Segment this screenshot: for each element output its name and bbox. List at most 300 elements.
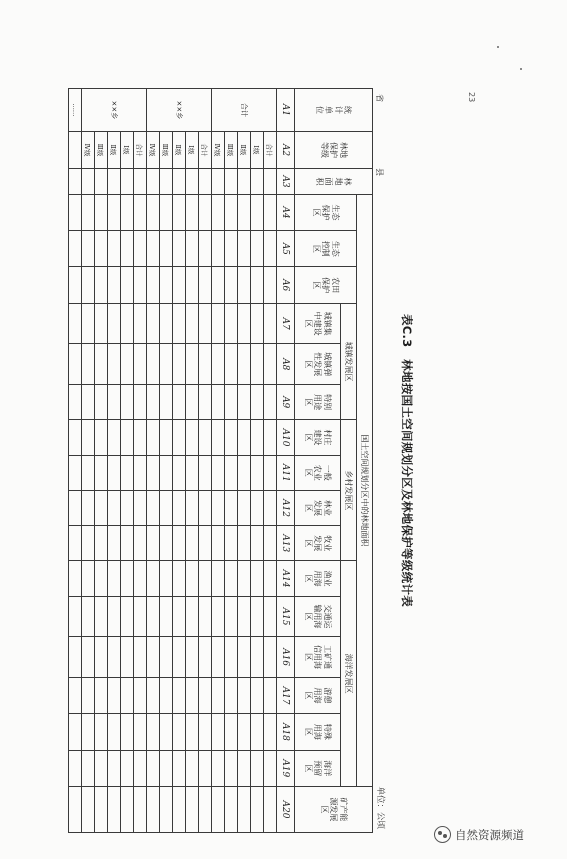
data-cell xyxy=(95,455,108,490)
data-cell xyxy=(134,714,147,750)
column-code: A19 xyxy=(277,750,295,786)
column-code-row xyxy=(277,89,295,833)
data-cell xyxy=(147,596,160,637)
data-cell xyxy=(264,750,277,786)
data-cell xyxy=(238,786,251,832)
header-line: 输用海 xyxy=(313,604,323,629)
header-label-A19 xyxy=(303,760,331,776)
header-line: 面 xyxy=(324,177,334,186)
data-cell xyxy=(95,169,108,195)
column-code: A6 xyxy=(277,267,295,303)
table-row xyxy=(95,89,108,833)
header-label-A15 xyxy=(303,604,331,628)
data-cell xyxy=(173,303,186,344)
column-code: A1 xyxy=(277,89,295,132)
data-cell xyxy=(121,420,134,455)
rotated-table-region xyxy=(71,88,421,833)
row-group-label: ××乡 xyxy=(147,89,212,132)
data-cell xyxy=(134,637,147,678)
data-cell xyxy=(225,169,238,195)
data-cell xyxy=(147,303,160,344)
data-cell xyxy=(173,455,186,490)
column-code: A13 xyxy=(277,526,295,561)
ellipsis-label: …… xyxy=(69,89,82,132)
data-cell xyxy=(134,231,147,267)
data-cell xyxy=(199,677,212,713)
data-cell xyxy=(199,344,212,385)
data-cell xyxy=(212,194,225,230)
data-cell xyxy=(186,786,199,832)
data-cell xyxy=(160,344,173,385)
data-cell xyxy=(225,194,238,230)
data-cell xyxy=(82,596,95,637)
data-cell xyxy=(251,231,264,267)
data-cell xyxy=(173,750,186,786)
header-line: 林业 xyxy=(322,499,332,516)
header-line: 计 xyxy=(333,105,343,114)
data-cell xyxy=(186,169,199,195)
data-cell xyxy=(212,750,225,786)
data-cell xyxy=(199,385,212,420)
header-A16 xyxy=(295,637,341,678)
header-line: 区 xyxy=(303,574,313,583)
data-cell xyxy=(173,677,186,713)
data-cell xyxy=(264,526,277,561)
data-cell xyxy=(238,526,251,561)
data-cell xyxy=(121,169,134,195)
data-cell xyxy=(199,169,212,195)
data-cell xyxy=(121,490,134,525)
data-cell xyxy=(251,786,264,832)
data-cell xyxy=(95,490,108,525)
header-line: 性发展 xyxy=(313,352,323,377)
header-A13 xyxy=(295,526,341,561)
data-cell xyxy=(82,169,95,195)
data-cell xyxy=(186,455,199,490)
data-cell xyxy=(186,194,199,230)
county-label: 县 xyxy=(375,168,384,176)
data-cell xyxy=(186,344,199,385)
data-cell xyxy=(199,303,212,344)
data-cell xyxy=(82,714,95,750)
data-cell xyxy=(225,596,238,637)
header-line: 区 xyxy=(303,691,313,700)
header-A11 xyxy=(295,455,341,490)
column-code: A2 xyxy=(277,131,295,168)
data-cell xyxy=(173,561,186,596)
data-cell xyxy=(147,267,160,303)
data-cell xyxy=(134,344,147,385)
data-cell xyxy=(251,267,264,303)
header-line: 保护 xyxy=(321,277,331,294)
data-cell xyxy=(69,267,82,303)
column-code: A10 xyxy=(277,420,295,455)
data-cell xyxy=(264,637,277,678)
data-cell xyxy=(121,561,134,596)
data-cell xyxy=(82,231,95,267)
table-row xyxy=(108,89,121,833)
data-cell xyxy=(82,677,95,713)
row-level-label: Ⅲ级 xyxy=(225,131,238,168)
data-cell xyxy=(95,714,108,750)
data-cell xyxy=(121,267,134,303)
data-cell xyxy=(225,714,238,750)
data-cell xyxy=(225,455,238,490)
header-line: 源发展 xyxy=(329,797,339,822)
row-level-label: 合计 xyxy=(199,131,212,168)
data-cell xyxy=(199,786,212,832)
header-group-marine: 海洋发展区 xyxy=(341,561,357,787)
data-cell xyxy=(212,344,225,385)
data-cell xyxy=(264,455,277,490)
data-cell xyxy=(225,267,238,303)
data-cell xyxy=(160,677,173,713)
header-line: 统 xyxy=(343,105,353,114)
column-code: A14 xyxy=(277,561,295,596)
data-cell xyxy=(95,677,108,713)
data-cell xyxy=(134,385,147,420)
data-cell xyxy=(238,169,251,195)
header-line: 区 xyxy=(303,539,313,548)
table-row xyxy=(199,89,212,833)
table-row xyxy=(121,89,134,833)
header-line: 区 xyxy=(303,764,313,773)
row-level-label: 合计 xyxy=(264,131,277,168)
data-cell xyxy=(108,561,121,596)
data-cell xyxy=(160,267,173,303)
data-cell xyxy=(212,596,225,637)
header-line: 林地 xyxy=(338,141,348,158)
data-cell xyxy=(238,455,251,490)
table-title: 表C.3 林地按国土空间规划分区及林地保护等级统计表 xyxy=(400,313,414,608)
data-cell xyxy=(147,526,160,561)
data-cell xyxy=(251,385,264,420)
data-cell xyxy=(147,786,160,832)
data-cell xyxy=(82,750,95,786)
header-A19 xyxy=(295,750,341,786)
header-line: 矿产能 xyxy=(338,797,348,822)
header-line: 区 xyxy=(303,433,313,442)
header-line: 区 xyxy=(311,244,321,253)
header-A1 xyxy=(295,89,373,132)
data-cell xyxy=(264,677,277,713)
data-cell xyxy=(95,596,108,637)
data-cell xyxy=(95,267,108,303)
data-cell xyxy=(69,455,82,490)
data-cell xyxy=(160,786,173,832)
table-header xyxy=(277,89,373,833)
data-cell xyxy=(238,194,251,230)
data-cell xyxy=(186,750,199,786)
data-cell xyxy=(69,169,82,195)
data-cell xyxy=(121,714,134,750)
data-cell xyxy=(147,169,160,195)
data-cell xyxy=(186,231,199,267)
data-cell xyxy=(69,385,82,420)
header-line: 工矿通 xyxy=(322,645,332,670)
data-cell xyxy=(160,561,173,596)
data-cell xyxy=(82,267,95,303)
header-label-A14 xyxy=(303,571,331,587)
row-level-label: 合计 xyxy=(134,131,147,168)
data-cell xyxy=(212,231,225,267)
data-cell xyxy=(108,750,121,786)
data-cell xyxy=(225,490,238,525)
row-level-label: Ⅲ级 xyxy=(160,131,173,168)
data-cell xyxy=(147,420,160,455)
data-cell xyxy=(108,344,121,385)
header-label-A9 xyxy=(303,394,331,410)
watermark-text: 自然资源频道 xyxy=(455,827,524,842)
header-label-A13 xyxy=(303,535,331,551)
header-A8 xyxy=(295,344,341,385)
data-cell xyxy=(212,714,225,750)
data-cell xyxy=(95,194,108,230)
data-cell xyxy=(82,561,95,596)
data-cell xyxy=(173,344,186,385)
data-cell xyxy=(108,420,121,455)
data-cell xyxy=(160,596,173,637)
data-cell xyxy=(82,455,95,490)
table-row xyxy=(82,89,95,833)
data-cell xyxy=(134,267,147,303)
data-cell xyxy=(251,526,264,561)
data-cell xyxy=(108,526,121,561)
data-cell xyxy=(225,420,238,455)
row-level-label: Ⅲ级 xyxy=(95,131,108,168)
table-row xyxy=(147,89,160,833)
data-cell xyxy=(264,490,277,525)
header-label-A16 xyxy=(303,645,331,669)
wechat-icon xyxy=(434,826,451,843)
header-line: 单 xyxy=(324,105,334,114)
data-cell xyxy=(238,677,251,713)
data-cell xyxy=(134,677,147,713)
header-line: 建设 xyxy=(313,429,323,446)
data-cell xyxy=(225,637,238,678)
data-cell xyxy=(69,344,82,385)
data-cell xyxy=(160,420,173,455)
column-code: A7 xyxy=(277,303,295,344)
data-cell xyxy=(173,194,186,230)
data-cell xyxy=(186,714,199,750)
table-row xyxy=(160,89,173,833)
header-line: 城镇弹 xyxy=(322,352,332,377)
statistics-table xyxy=(68,88,373,833)
header-line: 农业 xyxy=(313,464,323,481)
data-cell xyxy=(69,526,82,561)
data-cell xyxy=(121,677,134,713)
row-level-label: Ⅱ级 xyxy=(238,131,251,168)
data-cell xyxy=(82,303,95,344)
data-cell xyxy=(121,303,134,344)
data-cell xyxy=(160,750,173,786)
data-cell xyxy=(186,561,199,596)
data-cell xyxy=(69,231,82,267)
data-cell xyxy=(238,231,251,267)
data-cell xyxy=(225,677,238,713)
header-line: 海洋 xyxy=(322,760,332,777)
data-cell xyxy=(225,750,238,786)
data-cell xyxy=(212,455,225,490)
data-cell xyxy=(238,267,251,303)
column-code: A16 xyxy=(277,637,295,678)
data-cell xyxy=(147,714,160,750)
data-cell xyxy=(69,131,82,168)
table-row xyxy=(173,89,186,833)
data-cell xyxy=(186,385,199,420)
header-line: 渔业 xyxy=(322,570,332,587)
data-cell xyxy=(134,786,147,832)
header-line: 区 xyxy=(303,360,313,369)
data-cell xyxy=(134,420,147,455)
data-cell xyxy=(186,490,199,525)
header-label-A18 xyxy=(303,724,331,740)
header-line: 发展 xyxy=(313,535,323,552)
data-cell xyxy=(121,385,134,420)
column-code: A18 xyxy=(277,714,295,750)
data-cell xyxy=(160,169,173,195)
data-cell xyxy=(108,385,121,420)
data-cell xyxy=(121,194,134,230)
data-cell xyxy=(264,344,277,385)
data-cell xyxy=(251,637,264,678)
header-line: 中建设 xyxy=(313,311,323,336)
data-cell xyxy=(108,169,121,195)
header-label-A3 xyxy=(315,177,353,185)
data-cell xyxy=(264,169,277,195)
data-cell xyxy=(251,596,264,637)
header-A20 xyxy=(295,786,373,832)
header-line: 一般 xyxy=(322,464,332,481)
data-cell xyxy=(147,194,160,230)
data-cell xyxy=(108,303,121,344)
data-cell xyxy=(212,677,225,713)
data-cell xyxy=(95,385,108,420)
header-line: 地 xyxy=(333,177,343,186)
header-A7 xyxy=(295,303,341,344)
data-cell xyxy=(69,194,82,230)
row-level-label: Ⅳ级 xyxy=(82,131,95,168)
header-label-A2 xyxy=(319,142,347,158)
data-cell xyxy=(121,344,134,385)
data-cell xyxy=(121,750,134,786)
row-group-label: ××乡 xyxy=(82,89,147,132)
header-line: 保护 xyxy=(321,204,331,221)
data-cell xyxy=(147,344,160,385)
data-cell xyxy=(173,169,186,195)
data-cell xyxy=(121,596,134,637)
data-cell xyxy=(121,637,134,678)
header-A10 xyxy=(295,420,341,455)
table-row xyxy=(212,89,225,833)
header-line: 区 xyxy=(303,727,313,736)
data-cell xyxy=(134,455,147,490)
data-cell xyxy=(212,561,225,596)
header-line: 积 xyxy=(315,177,325,186)
data-cell xyxy=(160,194,173,230)
data-cell xyxy=(134,750,147,786)
column-code: A15 xyxy=(277,596,295,637)
data-cell xyxy=(173,637,186,678)
data-cell xyxy=(225,786,238,832)
data-cell xyxy=(225,231,238,267)
header-label-A4 xyxy=(311,204,339,220)
header-label-A7 xyxy=(303,312,331,336)
header-line: 区 xyxy=(303,468,313,477)
header-line: 等级 xyxy=(319,141,329,158)
column-code: A3 xyxy=(277,169,295,195)
data-cell xyxy=(69,637,82,678)
data-cell xyxy=(186,267,199,303)
data-cell xyxy=(69,677,82,713)
data-cell xyxy=(147,750,160,786)
data-cell xyxy=(121,786,134,832)
table-row xyxy=(225,89,238,833)
data-cell xyxy=(212,385,225,420)
data-cell xyxy=(238,714,251,750)
header-line: 交通运 xyxy=(322,604,332,629)
data-cell xyxy=(95,344,108,385)
data-cell xyxy=(160,637,173,678)
header-label-A20 xyxy=(319,797,347,821)
data-cell xyxy=(173,786,186,832)
data-cell xyxy=(199,231,212,267)
data-cell xyxy=(134,194,147,230)
data-cell xyxy=(147,455,160,490)
scan-speck xyxy=(520,68,522,70)
data-cell xyxy=(69,596,82,637)
data-cell xyxy=(108,677,121,713)
data-cell xyxy=(212,637,225,678)
header-A15 xyxy=(295,596,341,637)
province-label: 省 xyxy=(375,94,384,102)
data-cell xyxy=(251,677,264,713)
data-cell xyxy=(82,420,95,455)
data-cell xyxy=(212,526,225,561)
data-cell xyxy=(199,420,212,455)
data-cell xyxy=(82,344,95,385)
data-cell xyxy=(160,714,173,750)
data-cell xyxy=(108,714,121,750)
data-cell xyxy=(186,303,199,344)
header-line: 区 xyxy=(303,612,313,621)
header-group-top: 国土空间规划分区中的林地面积 xyxy=(357,194,373,786)
data-cell xyxy=(251,750,264,786)
data-cell xyxy=(108,490,121,525)
data-cell xyxy=(264,267,277,303)
data-cell xyxy=(147,385,160,420)
data-cell xyxy=(264,596,277,637)
data-cell xyxy=(173,526,186,561)
data-cell xyxy=(186,420,199,455)
column-code: A11 xyxy=(277,455,295,490)
table-row xyxy=(69,89,82,833)
data-cell xyxy=(108,231,121,267)
header-line: 生态 xyxy=(330,204,340,221)
column-code: A17 xyxy=(277,677,295,713)
header-A6 xyxy=(295,267,357,303)
data-cell xyxy=(238,303,251,344)
header-line: 特别 xyxy=(322,394,332,411)
row-level-label: Ⅱ级 xyxy=(173,131,186,168)
table-sheet xyxy=(71,88,421,833)
data-cell xyxy=(160,455,173,490)
table-row xyxy=(134,89,147,833)
data-cell xyxy=(82,786,95,832)
data-cell xyxy=(95,303,108,344)
header-label-A12 xyxy=(303,500,331,516)
